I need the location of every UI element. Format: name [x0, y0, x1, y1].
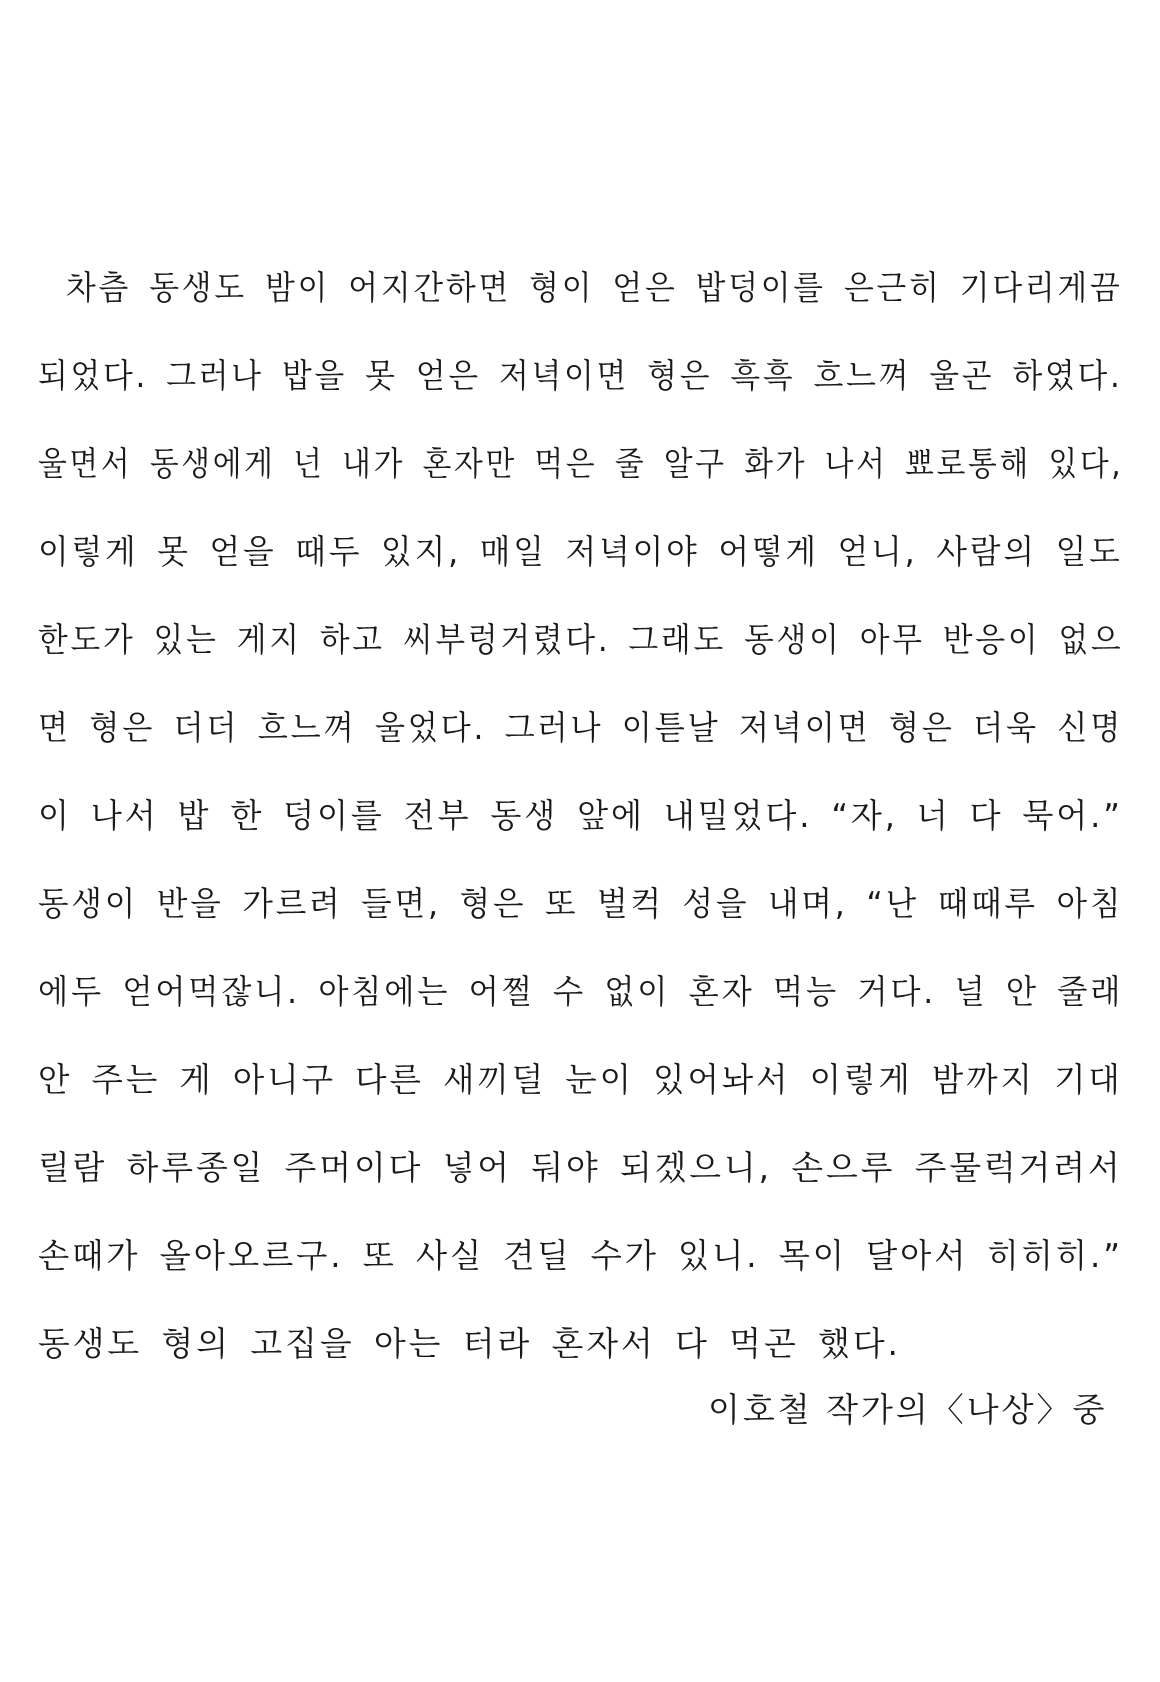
passage-line: 이 나서 밥 한 덩이를 전부 동생 앞에 내밀었다. “자, 너 다 묵어.” — [38, 796, 1123, 835]
source-attribution: 이호철 작가의〈나상〉중 — [708, 1390, 1108, 1429]
passage-text — [38, 258, 1128, 1402]
passage-line: 동생이 반을 가르려 들면, 형은 또 벌컥 성을 내며, “난 때때루 아침 — [38, 884, 1124, 923]
passage-line: 되었다. 그러나 밥을 못 얻은 저녁이면 형은 흑흑 흐느껴 울곤 하였다. — [38, 356, 1123, 395]
passage-line: 울면서 동생에게 넌 내가 혼자만 먹은 줄 알구 화가 나서 뾰로통해 있다, — [38, 444, 1124, 483]
passage-line: 안 주는 게 아니구 다른 새끼덜 눈이 있어놔서 이렇게 밤까지 기대 — [38, 1060, 1123, 1099]
passage-line: 한도가 있는 게지 하고 씨부렁거렸다. 그래도 동생이 아무 반응이 없으 — [38, 620, 1124, 659]
passage-line: 손때가 올아오르구. 또 사실 견딜 수가 있니. 목이 달아서 히히히.” — [38, 1236, 1123, 1275]
passage-line: 이렇게 못 얻을 때두 있지, 매일 저녁이야 어떻게 얻니, 사람의 일도 — [38, 532, 1123, 571]
passage-line: 차츰 동생도 밤이 어지간하면 형이 얻은 밥덩이를 은근히 기다리게끔 — [65, 268, 1123, 307]
passage-line: 에두 얻어먹잖니. 아침에는 어쩔 수 없이 혼자 먹능 거다. 널 안 줄래 — [38, 972, 1124, 1011]
passage-line: 릴람 하루종일 주머이다 넣어 둬야 되겠으니, 손으루 주물럭거려서 — [38, 1148, 1123, 1187]
passage-line: 면 형은 더더 흐느껴 울었다. 그러나 이튿날 저녁이면 형은 더욱 신명 — [38, 708, 1124, 747]
passage-line: 동생도 형의 고집을 아는 터라 혼자서 다 먹곤 했다. — [38, 1324, 901, 1363]
